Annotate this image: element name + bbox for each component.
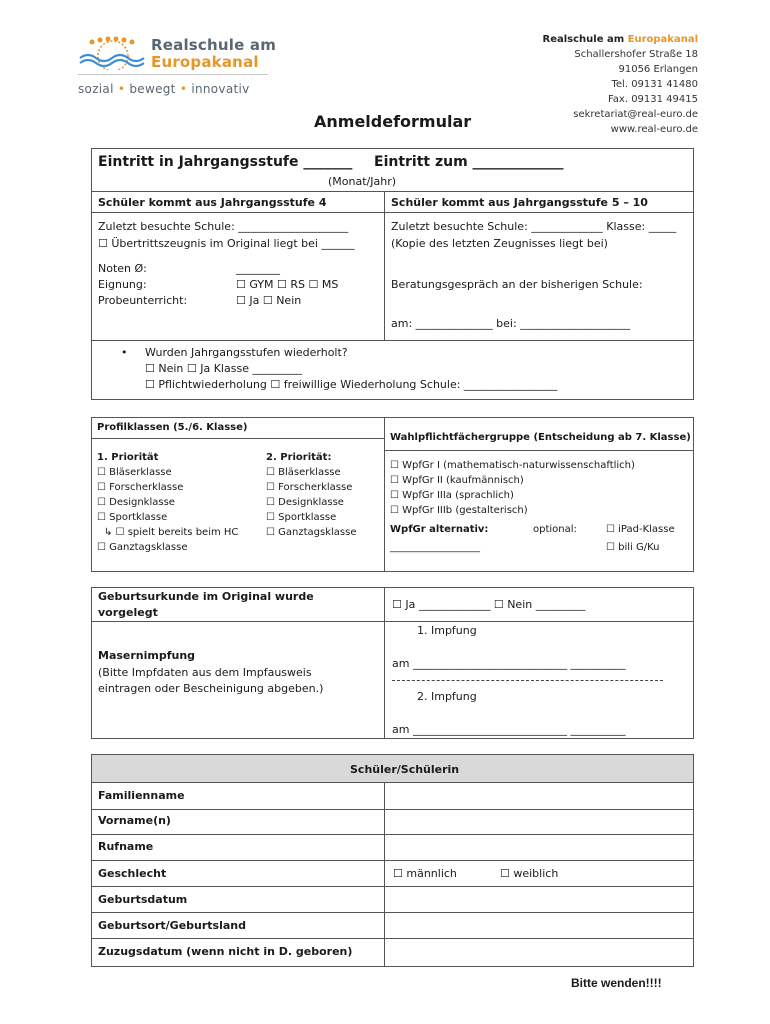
- birth-cert-options[interactable]: ☐ Ja _____________ ☐ Nein _________: [392, 598, 586, 611]
- entry-date-field[interactable]: Eintritt zum _____________: [374, 154, 564, 170]
- grade5-10-header: Schüler kommt aus Jahrgangsstufe 5 – 10: [391, 196, 648, 209]
- optional-label: optional:: [533, 524, 577, 535]
- transfer-certificate-checkbox[interactable]: ☐ Übertrittszeugnis im Original liegt bei ______: [98, 237, 355, 250]
- prio1-option[interactable]: ☐ Forscherklasse: [97, 482, 184, 493]
- page-title: Anmeldeformular: [314, 112, 472, 131]
- measles-label: Masernimpfung: [98, 649, 196, 662]
- row-label: Rufname: [98, 840, 154, 853]
- family-name-field[interactable]: [385, 784, 693, 809]
- grade5-last-school-field[interactable]: Zuletzt besuchte Schule: _____________ Klasse: _____: [391, 220, 677, 233]
- grade4-header: Schüler kommt aus Jahrgangsstufe 4: [98, 196, 327, 209]
- trial-lesson-checkboxes[interactable]: ☐ Ja ☐ Nein: [236, 294, 302, 307]
- student-header: Schüler/Schülerin: [350, 763, 460, 776]
- prio1-option[interactable]: ☐ Bläserklasse: [97, 467, 172, 478]
- immigration-date-field[interactable]: [385, 939, 693, 966]
- prio2-option[interactable]: ☐ Sportklasse: [266, 512, 337, 523]
- row-label: Geburtsdatum: [98, 893, 188, 906]
- slogan-dot-1: •: [117, 82, 126, 96]
- divider: [384, 587, 385, 739]
- logo-line1: Realschule am: [151, 36, 277, 54]
- entry-year-field[interactable]: Eintritt in Jahrgangsstufe _______: [98, 154, 353, 170]
- call-name-field[interactable]: [385, 835, 693, 860]
- grades-field[interactable]: ________: [236, 262, 280, 275]
- suitability-checkboxes[interactable]: ☐ GYM ☐ RS ☐ MS: [236, 278, 339, 291]
- slogan-sozial: sozial: [78, 82, 114, 96]
- wpf-option[interactable]: ☐ WpfGr IIIa (sprachlich): [390, 490, 514, 501]
- divider: [91, 212, 694, 213]
- logo-line2: Europakanal: [151, 53, 259, 71]
- wpf-header: Wahlpflichtfächergruppe (Entscheidung ab 7. Klasse): [390, 432, 691, 443]
- divider: [91, 621, 694, 622]
- repeat-options[interactable]: ☐ Nein ☐ Ja Klasse _________: [145, 362, 302, 375]
- address-web: www.real-euro.de: [610, 124, 698, 135]
- logo-slogan: [78, 82, 250, 96]
- prio1-option[interactable]: ↳ ☐ spielt bereits beim HC: [104, 527, 239, 538]
- prio1-option[interactable]: ☐ Sportklasse: [97, 512, 168, 523]
- address-street: Schallershofer Straße 18: [574, 49, 698, 60]
- vaccination1-date-field[interactable]: am ____________________________ __________: [392, 657, 626, 670]
- profile-header: Profilklassen (5./6. Klasse): [97, 422, 248, 433]
- wpf-option[interactable]: ☐ WpfGr I (mathematisch-naturwissenschaftlich): [390, 460, 635, 471]
- prio2-option[interactable]: ☐ Ganztagsklasse: [266, 527, 357, 538]
- divider: [384, 191, 385, 340]
- address-email: sekretariat@real-euro.de: [573, 109, 698, 120]
- please-turn-note: Bitte wenden!!!!: [571, 976, 662, 990]
- address-fax: Fax. 09131 49415: [607, 94, 698, 105]
- wpf-option[interactable]: ☐ WpfGr IIIb (gestalterisch): [390, 505, 528, 516]
- row-label: Familienname: [98, 789, 185, 802]
- school-address: [543, 32, 698, 137]
- vaccination2-label: 2. Impfung: [417, 690, 477, 703]
- repeat-question: Wurden Jahrgangsstufen wiederholt?: [145, 346, 348, 359]
- row-label: Zuzugsdatum (wenn nicht in D. geboren): [98, 945, 353, 958]
- slogan-dot-2: •: [179, 82, 188, 96]
- repeat-kind-options[interactable]: ☐ Pflichtwiederholung ☐ freiwillige Wiederholung Schule: _________________: [145, 378, 558, 391]
- priority2-label: 2. Priorität:: [266, 452, 332, 463]
- bili-checkbox[interactable]: ☐ bili G/Ku: [606, 542, 660, 553]
- consultation-label: Beratungsgespräch an der bisherigen Schule:: [391, 278, 643, 291]
- logo-icon: [78, 34, 148, 70]
- consultation-date-field[interactable]: am: ______________ bei: ____________________: [391, 317, 631, 330]
- birth-date-field[interactable]: [385, 887, 693, 912]
- prio2-option[interactable]: ☐ Forscherklasse: [266, 482, 353, 493]
- bullet: •: [121, 346, 128, 359]
- prio1-option[interactable]: ☐ Ganztagsklasse: [97, 542, 188, 553]
- divider: [91, 438, 384, 439]
- trial-lesson-label: Probeunterricht:: [98, 294, 188, 307]
- address-city: 91056 Erlangen: [618, 64, 698, 75]
- divider: [91, 340, 694, 341]
- dashed-divider: [392, 680, 663, 681]
- logo-divider: [78, 74, 268, 75]
- vaccination2-date-field[interactable]: am ____________________________ __________: [392, 723, 626, 736]
- priority1-label: 1. Priorität: [97, 452, 159, 463]
- wpf-option[interactable]: ☐ WpfGr II (kaufmännisch): [390, 475, 524, 486]
- row-label: Geburtsort/Geburtsland: [98, 919, 247, 932]
- row-label: Vorname(n): [98, 814, 171, 827]
- measles-note1: (Bitte Impfdaten aus dem Impfausweis: [98, 666, 312, 679]
- divider: [384, 417, 385, 572]
- prio2-option[interactable]: ☐ Designklasse: [266, 497, 344, 508]
- first-names-field[interactable]: [385, 810, 693, 834]
- birth-cert-label2: vorgelegt: [98, 606, 158, 619]
- suitability-label: Eignung:: [98, 278, 147, 291]
- ipad-class-checkbox[interactable]: ☐ iPad-Klasse: [606, 524, 675, 535]
- school-logo: [78, 34, 148, 70]
- address-name: Realschule am Europakanal: [542, 34, 698, 45]
- divider: [91, 860, 694, 861]
- slogan-bewegt: bewegt: [129, 82, 176, 96]
- wpf-alt-field[interactable]: __________________: [390, 542, 480, 553]
- female-checkbox[interactable]: ☐ weiblich: [500, 867, 559, 880]
- divider: [384, 450, 694, 451]
- birth-place-field[interactable]: [385, 913, 693, 938]
- slogan-innovativ: innovativ: [191, 82, 250, 96]
- vaccination1-label: 1. Impfung: [417, 624, 477, 637]
- male-checkbox[interactable]: ☐ männlich: [393, 867, 457, 880]
- address-tel: Tel. 09131 41480: [611, 79, 698, 90]
- month-year-hint: (Monat/Jahr): [328, 175, 397, 188]
- prio2-option[interactable]: ☐ Bläserklasse: [266, 467, 341, 478]
- report-copy-note: (Kopie des letzten Zeugnisses liegt bei): [391, 237, 608, 250]
- grades-label: Noten Ø:: [98, 262, 147, 275]
- birth-cert-label: Geburtsurkunde im Original wurde: [98, 590, 314, 603]
- row-label: Geschlecht: [98, 867, 167, 880]
- grade4-last-school-field[interactable]: Zuletzt besuchte Schule: ____________________: [98, 220, 349, 233]
- wpf-alt-label: WpfGr alternativ:: [390, 524, 489, 535]
- measles-note2: eintragen oder Bescheinigung abgeben.): [98, 682, 324, 695]
- prio1-option[interactable]: ☐ Designklasse: [97, 497, 175, 508]
- divider: [91, 191, 694, 192]
